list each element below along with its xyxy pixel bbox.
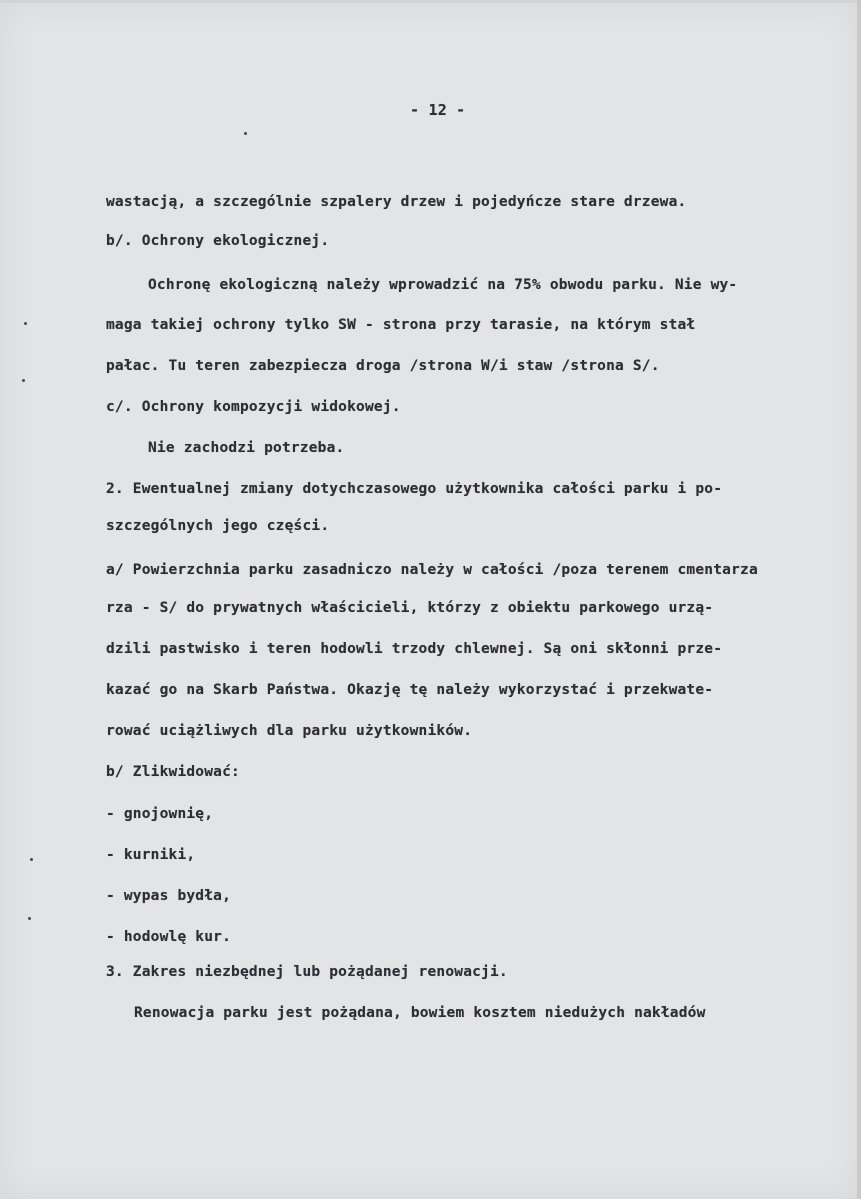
- text-line: 2. Ewentualnej zmiany dotychczasowego użytkownika całości parku i po-: [106, 481, 723, 497]
- text-line: Renowacja parku jest pożądana, bowiem kosztem niedużych nakładów: [134, 1005, 706, 1021]
- page-top-edge: [0, 0, 861, 3]
- ink-speck: [244, 132, 247, 135]
- text-line: b/. Ochrony ekologicznej.: [106, 233, 330, 249]
- text-line: kazać go na Skarb Państwa. Okazję tę należy wykorzystać i przekwate-: [106, 682, 714, 698]
- text-line: a/ Powierzchnia parku zasadniczo należy w całości /poza terenem cmentarza: [106, 562, 758, 578]
- text-line: b/ Zlikwidować:: [106, 764, 240, 780]
- text-line: - hodowlę kur.: [106, 929, 232, 945]
- ink-speck: [30, 858, 33, 861]
- text-line: maga takiej ochrony tylko SW - strona przy tarasie, na którym stał: [106, 317, 696, 333]
- text-line: dzili pastwisko i teren hodowli trzody chlewnej. Są oni skłonni prze-: [106, 641, 723, 657]
- text-line: Nie zachodzi potrzeba.: [148, 440, 345, 456]
- text-line: pałac. Tu teren zabezpiecza droga /strona W/i staw /strona S/.: [106, 358, 660, 374]
- text-line: Ochronę ekologiczną należy wprowadzić na 75% obwodu parku. Nie wy-: [148, 277, 738, 293]
- ink-speck: [22, 379, 25, 382]
- text-line: - kurniki,: [106, 847, 196, 863]
- page-right-edge: [857, 0, 861, 1199]
- text-line: c/. Ochrony kompozycji widokowej.: [106, 399, 401, 415]
- ink-speck: [24, 322, 27, 325]
- text-line: rza - S/ do prywatnych właścicieli, którzy z obiektu parkowego urzą-: [106, 600, 714, 616]
- text-line: wastacją, a szczególnie szpalery drzew i pojedyńcze stare drzewa.: [106, 194, 687, 210]
- page-number: - 12 -: [410, 101, 466, 119]
- text-line: - wypas bydła,: [106, 888, 232, 904]
- text-line: szczególnych jego części.: [106, 518, 330, 534]
- text-line: rować uciążliwych dla parku użytkowników.: [106, 723, 473, 739]
- ink-speck: [28, 917, 31, 920]
- text-line: - gnojownię,: [106, 806, 214, 822]
- text-line: 3. Zakres niezbędnej lub pożądanej renowacji.: [106, 964, 508, 980]
